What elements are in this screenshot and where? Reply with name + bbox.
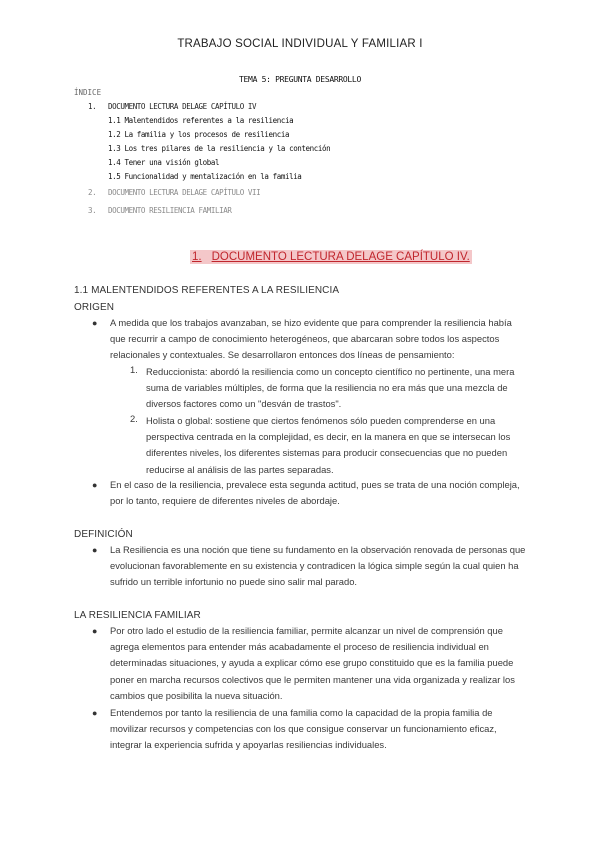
toc-item-text: 1.4 Tener una visión global — [108, 158, 220, 167]
section-number: 1. — [192, 251, 202, 263]
bullet-marker: ● — [92, 480, 98, 490]
ordered-list-number: 2. — [130, 413, 138, 424]
ordered-list-number: 1. — [130, 364, 138, 375]
origen-paragraph: A medida que los trabajos avanzaban, se hizo evidente que para comprender la resiliencia había que recurrir a campo de conocimiento heterogéneos, que abarcaran sobre todos los aspectos relacionales y contextuales. Se desarrollaron entonces dos líneas de pensamiento: — [110, 317, 512, 361]
toc-item-number: 2. — [88, 188, 97, 197]
bullet-marker: ● — [92, 708, 98, 718]
toc-item-number: 3. — [88, 206, 97, 215]
holista-item: Holista o global: sostiene que ciertos fenómenos sólo pueden comprenderse en una perspectiva centrada en la complejidad, es decir, en la manera en que se intersecan los diferentes niveles, los diferentes sistemas para producir consecuencias que no pueden reducirse al análisis de las partes separadas. — [146, 415, 511, 475]
reduccionista-item: Reduccionista: abordó la resiliencia como un concepto científico no pertinente, una mera suma de variables múltiples, de forma que la resiliencia no era más que una mezcla de diversos factores como un "desván de trastos". — [146, 366, 515, 410]
toc-item-text: 1.2 La familia y los procesos de resiliencia — [108, 130, 290, 139]
bullet-marker: ● — [92, 318, 98, 328]
toc-item-text: 1.1 Malentendidos referentes a la resiliencia — [108, 116, 294, 125]
origen-heading: ORIGEN — [74, 302, 115, 313]
document-title: TRABAJO SOCIAL INDIVIDUAL Y FAMILIAR I — [177, 38, 423, 50]
toc-item-text: DOCUMENTO LECTURA DELAGE CAPÍTULO VII — [108, 188, 261, 197]
toc-item-text: DOCUMENTO RESILIENCIA FAMILIAR — [108, 206, 232, 215]
familiar-paragraph-1: Por otro lado el estudio de la resiliencia familiar, permite alcanzar un nivel de comprensión que agrega elementos para entender más acabadamente el proceso de resiliencia individual en determinadas situaciones, y ayuda a explicar cómo ese grupo constituido que es la familia puede poner en marcha recursos colectivos que le permiten mantener una vida organizada y realizar los cambios que posibilita la nueva situación. — [110, 625, 515, 701]
resiliencia-paragraph: En el caso de la resiliencia, prevalece esta segunda actitud, pues se trata de una noción compleja, por lo tanto, requiere de diferentes niveles de abordaje. — [110, 479, 520, 507]
toc-item-number: 1. — [88, 102, 97, 111]
subsection-heading: 1.1 MALENTENDIDOS REFERENTES A LA RESILIENCIA — [74, 285, 340, 296]
section-title: DOCUMENTO LECTURA DELAGE CAPÍTULO IV. — [211, 251, 470, 263]
toc-item-text: 1.5 Funcionalidad y mentalización en la familia — [108, 172, 302, 181]
familiar-paragraph-2: Entendemos por tanto la resiliencia de una familia como la capacidad de la propia familia de movilizar recursos y competencias con los que consigue conservar un funcionamiento eficaz, integrar la experiencia sufrida y apoyarlas resiliencias individuales. — [110, 707, 497, 751]
tema-subtitle: TEMA 5: PREGUNTA DESARROLLO — [239, 75, 361, 84]
toc-item-text: DOCUMENTO LECTURA DELAGE CAPÍTULO IV — [108, 102, 257, 111]
resiliencia-familiar-heading: LA RESILIENCIA FAMILIAR — [74, 610, 201, 621]
bullet-marker: ● — [92, 545, 98, 555]
bullet-marker: ● — [92, 626, 98, 636]
toc-item-text: 1.3 Los tres pilares de la resiliencia y la contención — [108, 144, 331, 153]
definicion-heading: DEFINICIÓN — [74, 529, 133, 540]
section-heading — [190, 250, 472, 264]
definicion-paragraph: La Resiliencia es una noción que tiene su fundamento en la observación renovada de personas que evolucionan favorablemente en su existencia y contradicen la lógica simple según la cual quien ha sufrido un terrible infortunio no puede sino salir mal parado. — [110, 544, 526, 588]
indice-label: ÍNDICE — [74, 88, 102, 97]
